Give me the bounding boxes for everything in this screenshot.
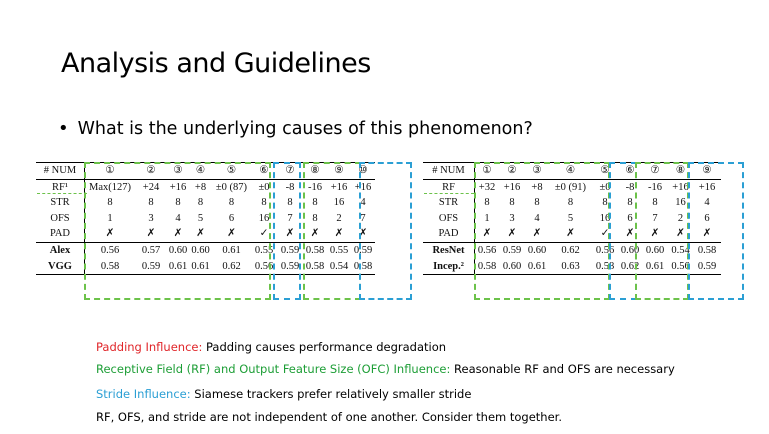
- table-cell: ✗: [625, 228, 635, 240]
- table-cell: 3: [148, 212, 154, 224]
- table-cell: 16: [258, 212, 270, 224]
- table-cell: 0.61: [525, 259, 549, 275]
- table-cell: 0.56: [85, 242, 136, 258]
- table-cell: ✗: [650, 228, 660, 240]
- table-cell: ✗: [566, 228, 575, 240]
- note-rf-ofs: [96, 362, 675, 376]
- table-cell: 8: [602, 197, 608, 209]
- table-cell: ✗: [285, 228, 295, 240]
- table-cell: ✗: [358, 228, 368, 240]
- table-cell: 0.55: [251, 242, 277, 258]
- table-cell: 3: [509, 212, 515, 224]
- table-cell: 0.60: [525, 242, 549, 258]
- table-cell: 5: [567, 212, 574, 224]
- table-cell: 16: [675, 197, 686, 209]
- table-cell: 8: [107, 197, 113, 209]
- table-cell: 6: [228, 212, 235, 224]
- table-cell: ✗: [334, 228, 344, 240]
- blue-box-left-stride: [359, 162, 412, 300]
- table-cell: 0.59: [277, 242, 303, 258]
- table-cell: 8: [175, 197, 181, 209]
- table-cell: ⑦: [642, 163, 668, 180]
- green-box-left-1: [84, 162, 271, 300]
- table-cell: 0.58: [303, 242, 327, 258]
- row-label: STR: [36, 195, 85, 211]
- table-cell: 4: [360, 197, 366, 209]
- table-cell: 0.57: [135, 242, 167, 258]
- row-label: # NUM: [36, 163, 85, 180]
- table-cell: ④: [549, 163, 592, 180]
- table-cell: 0.61: [212, 242, 251, 258]
- table-cell: 0.60: [189, 242, 212, 258]
- table-cell: 7: [652, 212, 658, 224]
- green-box-left-2: [303, 162, 361, 300]
- table-cell: -16: [303, 179, 327, 195]
- table-cell: 8: [567, 197, 574, 209]
- table-cell: ✗: [227, 228, 236, 240]
- blue-box-right-pad: [609, 162, 637, 300]
- table-cell: 8: [261, 197, 267, 209]
- table-cell: -8: [618, 179, 642, 195]
- table-cell: 0.56: [592, 242, 618, 258]
- table-cell: +16: [499, 179, 525, 195]
- note-key: Receptive Field (RF) and Output Feature Size (OFC) Influence:: [96, 362, 451, 376]
- table-cell: 8: [197, 197, 204, 209]
- table-cell: -16: [642, 179, 668, 195]
- table-cell: 5: [197, 212, 204, 224]
- table-cell: ⑧: [668, 163, 693, 180]
- table-cell: 8: [509, 197, 515, 209]
- table-cell: 0.59: [351, 242, 375, 258]
- table-cell: 2: [336, 212, 342, 224]
- rf-divider-left: [37, 193, 87, 194]
- table-cell: +32: [475, 179, 500, 195]
- table-cell: +16: [668, 179, 693, 195]
- table-cell: 0.58: [351, 259, 375, 275]
- table-cell: 4: [534, 212, 540, 224]
- table-cell: +16: [693, 179, 721, 195]
- table-cell: ⑨: [327, 163, 351, 180]
- bullet-dot-icon: •: [58, 118, 69, 139]
- table-cell: 0.60: [499, 259, 525, 275]
- note-value: Padding causes performance degradation: [202, 340, 447, 354]
- table-cell: 0.56: [475, 242, 500, 258]
- row-label: Incep.²: [423, 259, 475, 275]
- table-cell: ✗: [482, 228, 492, 240]
- table-cell: 16: [333, 197, 345, 209]
- table-cell: ⑤: [592, 163, 618, 180]
- table-cell: 6: [627, 212, 633, 224]
- table-cell: 0.59: [277, 259, 303, 275]
- table-cell: ✗: [310, 228, 320, 240]
- table-cell: 0.61: [189, 259, 212, 275]
- row-label: VGG: [36, 259, 85, 275]
- table-cell: ⑦: [277, 163, 303, 180]
- table-cell: ④: [189, 163, 212, 180]
- table-cell: ⑥: [251, 163, 277, 180]
- table-cell: ✗: [146, 228, 156, 240]
- table-cell: ⑨: [693, 163, 721, 180]
- table-cell: ✗: [532, 228, 542, 240]
- table-cell: Max(127): [85, 179, 136, 195]
- table-cell: -8: [277, 179, 303, 195]
- table-cell: 0.62: [549, 242, 592, 258]
- table-cell: ±0: [251, 179, 277, 195]
- note-value: RF, OFS, and stride are not independent of one another. Consider them together.: [96, 410, 563, 424]
- table-cell: 0.54: [668, 242, 693, 258]
- table-cell: ⑩: [351, 163, 375, 180]
- note-key: Padding Influence:: [96, 340, 203, 354]
- row-label: RF¹: [36, 179, 85, 195]
- table-cell: 7: [360, 212, 366, 224]
- table-cell: ③: [525, 163, 549, 180]
- table-cell: ①: [85, 163, 136, 180]
- table-cell: +8: [189, 179, 212, 195]
- green-box-right-2: [635, 162, 689, 300]
- table-cell: 0.62: [212, 259, 251, 275]
- table-cell: ✓: [600, 228, 610, 240]
- table-cell: ✗: [196, 228, 205, 240]
- table-cell: 0.58: [475, 259, 500, 275]
- table-cell: 0.56: [251, 259, 277, 275]
- table-cell: 1: [484, 212, 490, 224]
- table-cell: 8: [312, 212, 318, 224]
- table-cell: 8: [534, 197, 540, 209]
- rf-divider-right: [424, 193, 474, 194]
- table-cell: 0.58: [693, 242, 721, 258]
- table-cell: 4: [704, 197, 710, 209]
- row-label: # NUM: [423, 163, 475, 180]
- row-label: OFS: [36, 211, 85, 227]
- blue-box-left-pad: [273, 162, 301, 300]
- table-cell: 0.61: [167, 259, 189, 275]
- table-cell: +16: [351, 179, 375, 195]
- table-cell: ⑤: [212, 163, 251, 180]
- row-label: Alex: [36, 242, 85, 258]
- bullet-text: What is the underlying causes of this phenomenon?: [77, 118, 533, 139]
- table-cell: ✗: [507, 228, 517, 240]
- table-cell: 8: [312, 197, 318, 209]
- note-stride: [96, 387, 471, 401]
- table-cell: ②: [135, 163, 167, 180]
- slide-title: Analysis and Guidelines: [61, 48, 371, 79]
- table-cell: +16: [167, 179, 189, 195]
- table-cell: ±0 (91): [549, 179, 592, 195]
- table-cell: +8: [525, 179, 549, 195]
- table-cell: 0.59: [135, 259, 167, 275]
- bullet-item: [58, 118, 533, 139]
- table-cell: ✗: [105, 228, 115, 240]
- note-summary: [96, 410, 562, 424]
- table-cell: 6: [704, 212, 710, 224]
- table-cell: 8: [287, 197, 293, 209]
- table-cell: 1: [107, 212, 113, 224]
- table-cell: ③: [167, 163, 189, 180]
- table-cell: 2: [677, 212, 684, 224]
- table-cell: 0.59: [693, 259, 721, 275]
- table-cell: 0.60: [167, 242, 189, 258]
- table-cell: ①: [475, 163, 500, 180]
- table-cell: 8: [627, 197, 633, 209]
- row-label: PAD: [423, 226, 475, 242]
- table-cell: 8: [228, 197, 235, 209]
- table-cell: ±0 (87): [212, 179, 251, 195]
- note-value: Reasonable RF and OFS are necessary: [450, 362, 675, 376]
- note-padding: [96, 340, 446, 354]
- table-cell: 0.60: [618, 242, 642, 258]
- table-cell: ✗: [173, 228, 183, 240]
- table-cell: ⑥: [618, 163, 642, 180]
- table-cell: 0.54: [327, 259, 351, 275]
- table-cell: 0.56: [668, 259, 693, 275]
- row-label: PAD: [36, 226, 85, 242]
- row-label: STR: [423, 195, 475, 211]
- table-cell: 0.58: [592, 259, 618, 275]
- table-cell: 0.62: [618, 259, 642, 275]
- table-cell: 0.59: [499, 242, 525, 258]
- table-cell: 8: [148, 197, 154, 209]
- table-cell: ⑧: [303, 163, 327, 180]
- note-key: Stride Influence:: [96, 387, 191, 401]
- table-cell: 0.60: [642, 242, 668, 258]
- row-label: ResNet: [423, 242, 475, 258]
- row-label: OFS: [423, 211, 475, 227]
- table-cell: 0.58: [85, 259, 136, 275]
- blue-box-right-stride: [688, 162, 744, 300]
- table-cell: 0.58: [303, 259, 327, 275]
- table-cell: 8: [484, 197, 490, 209]
- table-cell: ✗: [702, 228, 712, 240]
- table-cell: ✗: [676, 228, 685, 240]
- note-value: Siamese trackers prefer relatively smaller stride: [190, 387, 472, 401]
- table-cell: 0.63: [549, 259, 592, 275]
- row-label: RF: [423, 179, 475, 195]
- table-cell: 0.55: [327, 242, 351, 258]
- table-cell: ②: [499, 163, 525, 180]
- table-cell: 16: [599, 212, 611, 224]
- table-cell: 8: [652, 197, 658, 209]
- table-cell: 7: [287, 212, 293, 224]
- green-box-right-1: [474, 162, 610, 300]
- table-cell: ✓: [259, 228, 269, 240]
- table-cell: ±0: [592, 179, 618, 195]
- table-cell: +24: [135, 179, 167, 195]
- table-cell: 0.61: [642, 259, 668, 275]
- table-cell: 4: [175, 212, 181, 224]
- table-cell: +16: [327, 179, 351, 195]
